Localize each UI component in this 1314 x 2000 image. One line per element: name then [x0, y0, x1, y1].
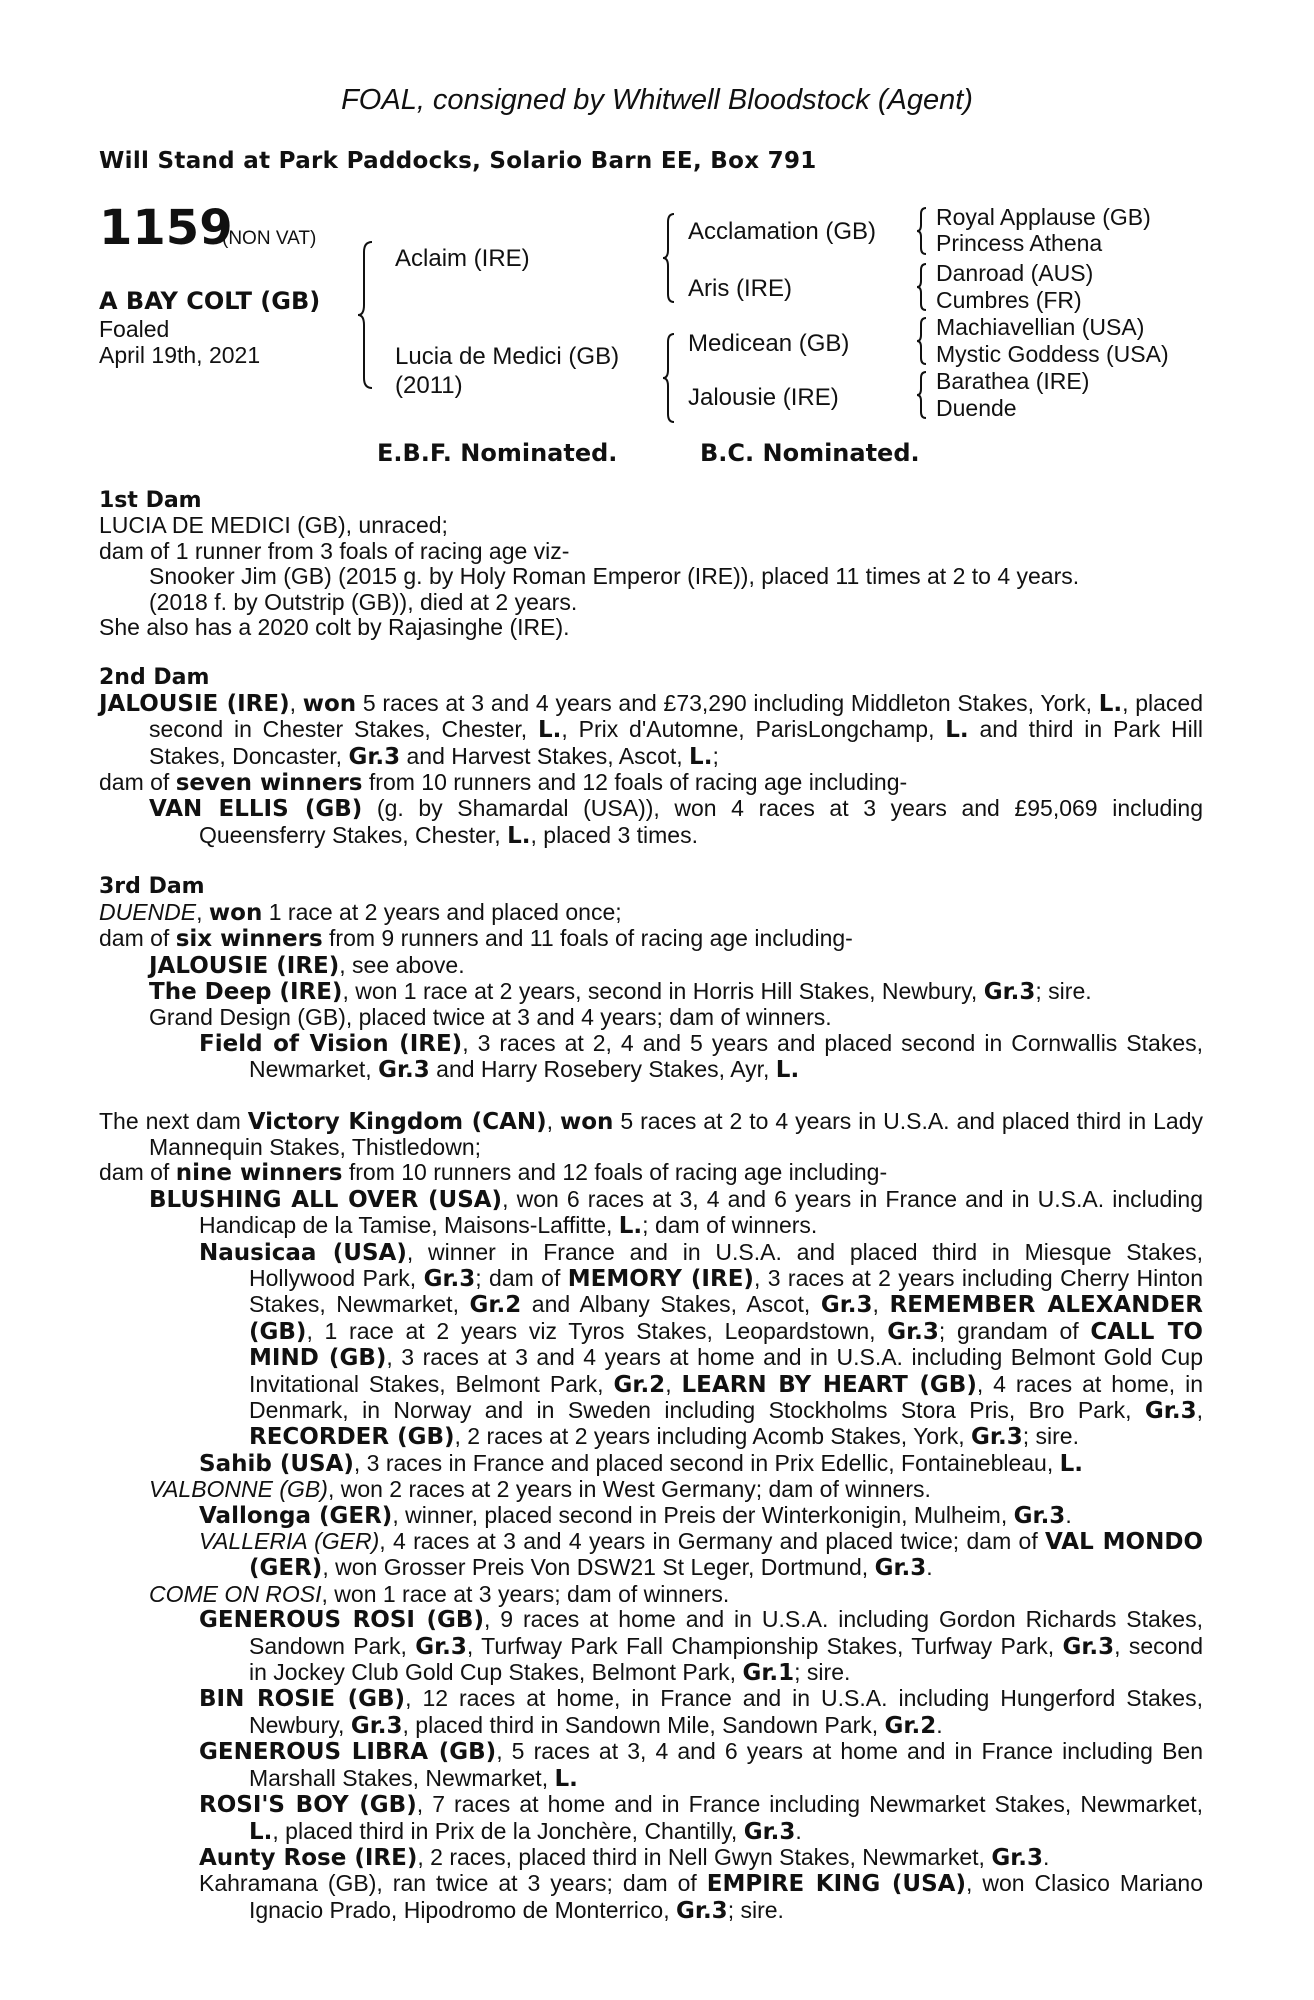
first-dam-produce: Snooker Jim (GB) (2015 g. by Holy Roman Emperor (IRE)), placed 11 times at 2 to 4 years.	[149, 563, 1080, 590]
pedigree-gen3-3: Danroad (AUS)	[936, 260, 1094, 286]
first-dam-line: LUCIA DE MEDICI (GB), unraced;	[99, 512, 448, 539]
next-dam-grandproduce: BIN ROSIE (GB), 12 races at home, in France and in U.S.A. including Hungerford Stakes, Newbury, Gr.3, placed third in Sandown Mile, Sandown Park, Gr.2.	[199, 1685, 1203, 1739]
third-dam-heading: 3rd Dam	[99, 874, 205, 900]
next-dam-grandproduce: VALLERIA (GER), 4 races at 3 and 4 years in Germany and placed twice; dam of VAL MONDO (GER), won Grosser Preis Von DSW21 St Leger, Dortmund, Gr.3.	[199, 1528, 1203, 1582]
second-dam-heading: 2nd Dam	[99, 665, 210, 691]
third-dam-produce-summary: dam of six winners from 9 runners and 11 foals of racing age including-	[99, 925, 853, 953]
third-dam-produce: JALOUSIE (IRE), see above.	[149, 951, 465, 979]
pedigree-gen3-6: Mystic Goddess (USA)	[936, 341, 1169, 367]
first-dam-heading: 1st Dam	[99, 488, 202, 513]
third-dam-produce: Grand Design (GB), placed twice at 3 and 4 years; dam of winners.	[149, 1004, 832, 1031]
next-dam-grandproduce: GENEROUS LIBRA (GB), 5 races at 3, 4 and 6 years at home and in France including Ben Marshall Stakes, Newmarket, L.	[199, 1738, 1203, 1792]
pedigree-gen3-5: Machiavellian (USA)	[936, 314, 1145, 340]
next-dam-grandproduce: Kahramana (GB), ran twice at 3 years; dam of EMPIRE KING (USA), won Clasico Mariano Ignacio Prado, Hipodromo de Monterrico, Gr.3; sire.	[199, 1870, 1203, 1924]
next-dam-produce: VALBONNE (GB), won 2 races at 2 years in West Germany; dam of winners.	[149, 1476, 931, 1503]
bc-nomination: B.C. Nominated.	[700, 439, 920, 467]
next-dam-produce: BLUSHING ALL OVER (USA), won 6 races at 3, 4 and 6 years in France and in U.S.A. including Handicap de la Tamise, Maisons-Laffitte, L.; dam of winners.	[149, 1185, 1203, 1240]
horse-description: A BAY COLT (GB)	[99, 287, 321, 315]
second-dam-record: JALOUSIE (IRE), won 5 races at 3 and 4 years and £73,290 including Middleton Stakes, York, L., placed second in Chester Stakes, Chester, L., Prix d'Automne, ParisLongchamp, L. and third in Park Hill Stakes, Doncaster, Gr.3 and Harvest Stakes, Ascot, L.;	[99, 689, 1203, 770]
pedigree-gen2-2: Aris (IRE)	[688, 275, 792, 302]
pedigree-gen2-3: Medicean (GB)	[688, 330, 850, 357]
pedigree-brace-g3-3	[915, 316, 929, 366]
pedigree-brace-g3-4	[915, 370, 929, 420]
third-dam-produce: The Deep (IRE), won 1 race at 2 years, second in Horris Hill Stakes, Newbury, Gr.3; sire.	[149, 977, 1092, 1005]
pedigree-gen2-4: Jalousie (IRE)	[688, 384, 839, 411]
pedigree-sire: Aclaim (IRE)	[395, 245, 530, 272]
second-dam-produce-summary: dam of seven winners from 10 runners and 12 foals of racing age including-	[99, 769, 908, 797]
pedigree-brace-g3-1	[915, 206, 929, 256]
pedigree-brace-sire	[661, 212, 677, 304]
third-dam-record: DUENDE, won 1 race at 2 years and placed once;	[99, 898, 622, 926]
pedigree-dam-year: (2011)	[395, 372, 463, 399]
page-title: FOAL, consigned by Whitwell Bloodstock (Agent)	[341, 84, 973, 116]
foaled-date: April 19th, 2021	[99, 342, 261, 368]
next-dam-record: The next dam Victory Kingdom (CAN), won 5 races at 2 to 4 years in U.S.A. and placed third in Lady Mannequin Stakes, Thistledown;	[99, 1107, 1204, 1160]
pedigree-gen3-4: Cumbres (FR)	[936, 287, 1082, 313]
pedigree-gen3-2: Princess Athena	[936, 230, 1103, 256]
third-dam-grandproduce: Field of Vision (IRE), 3 races at 2, 4 and 5 years and placed second in Cornwallis Stakes, Newmarket, Gr.3 and Harry Rosebery Stakes, Ayr, L.	[199, 1029, 1203, 1084]
next-dam-produce: COME ON ROSI, won 1 race at 3 years; dam of winners.	[149, 1580, 730, 1607]
second-dam-produce: VAN ELLIS (GB) (g. by Shamardal (USA)), won 4 races at 3 years and £95,069 including Queensferry Stakes, Chester, L., placed 3 times.	[149, 795, 1203, 849]
pedigree-brace-sire-dam	[356, 240, 376, 390]
foaled-info	[99, 316, 260, 368]
first-dam-line: She also has a 2020 colt by Rajasinghe (IRE).	[99, 614, 570, 641]
next-dam-grandproduce: ROSI'S BOY (GB), 7 races at home and in France including Newmarket Stakes, Newmarket, L., placed third in Prix de la Jonchère, Chantilly, Gr.3.	[199, 1791, 1204, 1845]
next-dam-grandproduce: Vallonga (GER), winner, placed second in Preis der Winterkonigin, Mulheim, Gr.3.	[199, 1501, 1072, 1529]
lot-number: 1159	[99, 200, 233, 256]
pedigree-gen2-1: Acclamation (GB)	[688, 218, 877, 245]
next-dam-grandproduce: GENEROUS ROSI (GB), 9 races at home and in U.S.A. including Gordon Richards Stakes, Sandown Park, Gr.3, Turfway Park Fall Championship Stakes, Turfway Park, Gr.3, second in Jockey Club Gold Cup Stakes, Belmont Park, Gr.1; sire.	[199, 1606, 1203, 1687]
pedigree-gen3-8: Duende	[936, 395, 1017, 421]
first-dam-line: dam of 1 runner from 3 foals of racing age viz-	[99, 537, 570, 564]
pedigree-gen3-7: Barathea (IRE)	[936, 368, 1090, 394]
next-dam-produce-summary: dam of nine winners from 10 runners and 12 foals of racing age including-	[99, 1159, 888, 1187]
pedigree-gen3-1: Royal Applause (GB)	[936, 204, 1151, 230]
race-record	[99, 488, 1203, 1924]
pedigree-brace-dam	[661, 332, 677, 424]
next-dam-grandproduce: Aunty Rose (IRE), 2 races, placed third in Nell Gwyn Stakes, Newmarket, Gr.3.	[199, 1843, 1050, 1871]
ebf-nomination: E.B.F. Nominated.	[377, 439, 618, 467]
foaled-label: Foaled	[99, 316, 170, 342]
vat-status: (NON VAT)	[222, 228, 317, 249]
next-dam-grandproduce: Nausicaa (USA), winner in France and in U.S.A. and placed third in Miesque Stakes, Hollywood Park, Gr.3; dam of MEMORY (IRE), 3 races at 2 years including Cherry Hinton Stakes, Newmarket, Gr.2 and Albany Stakes, Ascot, Gr.3, REMEMBER ALEXANDER (GB), 1 race at 2 years viz Tyros Stakes, Leopardstown, Gr.3; grandam of CALL TO MIND (GB), 3 races at 3 and 4 years at home and in U.S.A. including Belmont Gold Cup Invitational Stakes, Belmont Park, Gr.2, LEARN BY HEART (GB), 4 races at home, in Denmark, in Norway and in Sweden including Stockholms Stora Pris, Bro Park, Gr.3, RECORDER (GB), 2 races at 2 years including Acomb Stakes, York, Gr.3; sire.	[199, 1238, 1204, 1451]
stand-location: Will Stand at Park Paddocks, Solario Barn EE, Box 791	[99, 148, 817, 174]
first-dam-produce: (2018 f. by Outstrip (GB)), died at 2 years.	[149, 588, 578, 615]
next-dam-grandproduce: Sahib (USA), 3 races in France and placed second in Prix Edellic, Fontainebleau, L.	[199, 1449, 1084, 1477]
pedigree-brace-g3-2	[915, 262, 929, 312]
pedigree-dam: Lucia de Medici (GB)	[395, 343, 620, 370]
